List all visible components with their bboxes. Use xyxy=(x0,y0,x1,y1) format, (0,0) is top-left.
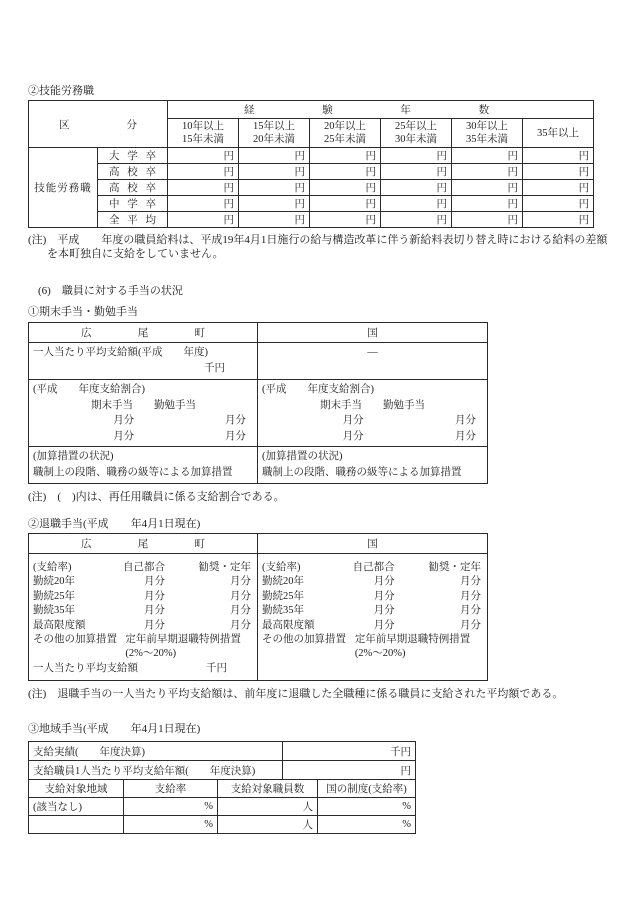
column-header: 支給対象職員数 xyxy=(218,780,318,798)
column-header: 25年以上 30年未満 xyxy=(381,119,452,148)
table-header-row xyxy=(29,323,488,343)
wage-cell: 円 xyxy=(452,196,523,212)
area-cell xyxy=(29,816,124,834)
rate-line: 勤続35年 月分 月分 xyxy=(262,605,481,617)
wage-cell: 円 xyxy=(523,148,594,164)
wage-cell: 円 xyxy=(452,164,523,180)
table-row xyxy=(29,816,416,834)
wage-cell: 円 xyxy=(168,148,239,164)
education-cell: 中 学 卒 xyxy=(98,196,168,212)
addition-body: 職制上の段階、職務の級等による加算措置 xyxy=(262,467,462,478)
experience-header-cell xyxy=(168,101,594,119)
town-ratio-cell xyxy=(29,380,258,447)
table-row xyxy=(29,164,594,180)
skill-table-note: (注) 平成 年度の職員給料は、平成19年4月1日施行の給与構造改革に伴う新給料表切り替え時における給料の差額を本町独自に支給をしていません。 xyxy=(28,234,608,260)
percentage-range-line: (2%～20%) xyxy=(354,648,406,660)
column-header: 35年以上 xyxy=(523,119,594,148)
wage-cell: 円 xyxy=(523,196,594,212)
rate-cell: % xyxy=(124,816,218,834)
nation-ratio-cell xyxy=(258,380,488,447)
wage-cell: 円 xyxy=(452,212,523,228)
retirement-allowance-table xyxy=(28,533,488,681)
average-payment-unit: 千円 xyxy=(204,363,225,374)
table-row xyxy=(29,180,594,196)
retirement-section-title: ②退職手当(平成 年4月1日現在) xyxy=(28,518,201,530)
ratio-title: (平成 年度支給割合) xyxy=(262,384,374,395)
nation-average-cell: ― xyxy=(258,343,488,380)
town-average-cell xyxy=(29,343,258,380)
table-header-row xyxy=(29,101,594,119)
rate-line: 勤続20年 月分 月分 xyxy=(262,576,481,588)
corner-header: 区 分 xyxy=(59,119,137,131)
ratio-column-labels: 期末手当 勤勉手当 xyxy=(91,399,196,411)
wage-cell: 円 xyxy=(168,180,239,196)
column-header: 15年以上 20年未満 xyxy=(239,119,310,148)
wage-cell: 円 xyxy=(168,212,239,228)
national-rate-cell: % xyxy=(318,816,416,834)
payment-record-unit: 千円 xyxy=(283,742,416,761)
ratio-column-labels: 期末手当 勤勉手当 xyxy=(320,399,425,411)
wage-cell: 円 xyxy=(310,148,381,164)
education-cell: 高 校 卒 xyxy=(98,180,168,196)
average-payment-label: 一人当たり平均支給額(平成 年度) xyxy=(33,347,208,358)
wage-cell: 円 xyxy=(381,180,452,196)
region-section-title: ③地域手当(平成 年4月1日現在) xyxy=(28,723,201,736)
nation-header-cell: 国 xyxy=(258,323,488,343)
group-label-cell: 技能労務職 xyxy=(29,148,98,228)
skill-section-title: ②技能労務職 xyxy=(28,85,94,97)
wage-cell: 円 xyxy=(381,164,452,180)
rate-cell: % xyxy=(124,798,218,816)
rate-line: 最高限度額 月分 月分 xyxy=(33,619,251,631)
ratio-title: (平成 年度支給割合) xyxy=(33,384,145,395)
retirement-table-note: (注) 退職手当の一人当たり平均支給額は、前年度に退職した全職種に係る職員に支給された平均額である。 xyxy=(28,688,564,701)
wage-cell: 円 xyxy=(239,196,310,212)
wage-cell: 円 xyxy=(523,164,594,180)
column-header: 支給対象地域 xyxy=(29,780,124,798)
wage-cell: 円 xyxy=(452,180,523,196)
other-measures-line: その他の加算措置 定年前早期退職特例措置 xyxy=(262,634,471,646)
count-cell: 人 xyxy=(218,798,318,816)
town-addition-cell xyxy=(29,447,258,484)
table-header-row xyxy=(29,534,488,554)
education-cell: 大 学 卒 xyxy=(98,148,168,164)
rate-line: 最高限度額 月分 月分 xyxy=(262,619,481,631)
payment-ratio-row xyxy=(29,380,488,447)
wage-cell: 円 xyxy=(523,212,594,228)
rate-line: 勤続25年 月分 月分 xyxy=(33,590,251,602)
percentage-range-line: (2%～20%) xyxy=(125,648,177,660)
education-cell: 高 校 卒 xyxy=(98,164,168,180)
wage-cell: 円 xyxy=(168,196,239,212)
addition-title: (加算措置の状況) xyxy=(262,451,343,462)
retirement-body-row xyxy=(29,554,488,681)
wage-cell: 円 xyxy=(239,148,310,164)
table-row xyxy=(29,148,594,164)
average-annual-row xyxy=(29,761,416,780)
wage-cell: 円 xyxy=(239,212,310,228)
nation-addition-cell xyxy=(258,447,488,484)
nation-retirement-cell xyxy=(258,554,488,681)
rate-line: 勤続25年 月分 月分 xyxy=(262,590,481,602)
ratio-line: 月分 月分 xyxy=(113,415,246,426)
payment-record-row xyxy=(29,742,416,761)
average-annual-unit: 円 xyxy=(283,761,416,780)
rate-line: 勤続20年 月分 月分 xyxy=(33,576,251,588)
region-detail-table xyxy=(28,779,416,834)
average-payment-line: 一人当たり平均支給額 千円 xyxy=(33,662,227,674)
column-header: 30年以上 35年未満 xyxy=(452,119,523,148)
section6-title: (6) 職員に対する手当の状況 xyxy=(38,285,183,297)
other-measures-line: その他の加算措置 定年前早期退職特例措置 xyxy=(33,634,241,646)
table-row xyxy=(29,212,594,228)
wage-cell: 円 xyxy=(523,180,594,196)
nation-header-cell: 国 xyxy=(258,534,488,554)
wage-cell: 円 xyxy=(168,164,239,180)
column-header: 10年以上 15年未満 xyxy=(168,119,239,148)
ratio-line: 月分 月分 xyxy=(342,430,476,442)
payment-record-label: 支給実績( 年度決算) xyxy=(29,742,283,761)
ratio-line: 月分 月分 xyxy=(113,430,246,442)
wage-cell: 円 xyxy=(452,148,523,164)
rate-line: 勤続35年 月分 月分 xyxy=(33,605,251,617)
addition-measures-row xyxy=(29,447,488,484)
wage-cell: 円 xyxy=(381,196,452,212)
bonus-table-note: (注) ( )内は、再任用職員に係る支給割合である。 xyxy=(28,491,285,503)
wage-cell: 円 xyxy=(310,196,381,212)
bonus-section-title: ①期末手当・勤勉手当 xyxy=(28,306,138,318)
column-header: 支給率 xyxy=(124,780,218,798)
rate-line: (支給率) 自己都合 勧奨・定年 xyxy=(33,562,251,573)
column-header: 20年以上 25年未満 xyxy=(310,119,381,148)
skill-wage-table xyxy=(28,100,594,228)
national-rate-cell: % xyxy=(318,798,416,816)
rate-line: (支給率) 自己都合 勧奨・定年 xyxy=(262,562,481,573)
addition-title: (加算措置の状況) xyxy=(33,451,114,462)
table-row xyxy=(29,196,594,212)
table-header-row xyxy=(29,780,416,798)
town-retirement-cell xyxy=(29,554,258,681)
wage-cell: 円 xyxy=(239,164,310,180)
ratio-line: 月分 月分 xyxy=(342,415,476,426)
region-summary-table xyxy=(28,741,416,780)
wage-cell: 円 xyxy=(381,212,452,228)
area-cell: (該当なし) xyxy=(29,798,124,816)
average-payment-row xyxy=(29,343,488,380)
average-annual-label: 支給職員1人当たり平均支給年額( 年度決算) xyxy=(29,761,283,780)
bonus-allowance-table xyxy=(28,322,488,484)
wage-cell: 円 xyxy=(310,212,381,228)
column-header: 国の制度(支給率) xyxy=(318,780,416,798)
experience-header: 経 験 年 数 xyxy=(244,105,490,116)
corner-header-cell xyxy=(29,101,168,148)
education-cell: 全 平 均 xyxy=(98,212,168,228)
addition-body: 職制上の段階、職務の級等による加算措置 xyxy=(33,467,233,478)
wage-cell: 円 xyxy=(381,148,452,164)
town-header-cell: 広 尾 町 xyxy=(29,323,258,343)
wage-cell: 円 xyxy=(239,180,310,196)
wage-cell: 円 xyxy=(310,180,381,196)
town-header-cell: 広 尾 町 xyxy=(29,534,258,554)
count-cell: 人 xyxy=(218,816,318,834)
table-row xyxy=(29,798,416,816)
wage-cell: 円 xyxy=(310,164,381,180)
